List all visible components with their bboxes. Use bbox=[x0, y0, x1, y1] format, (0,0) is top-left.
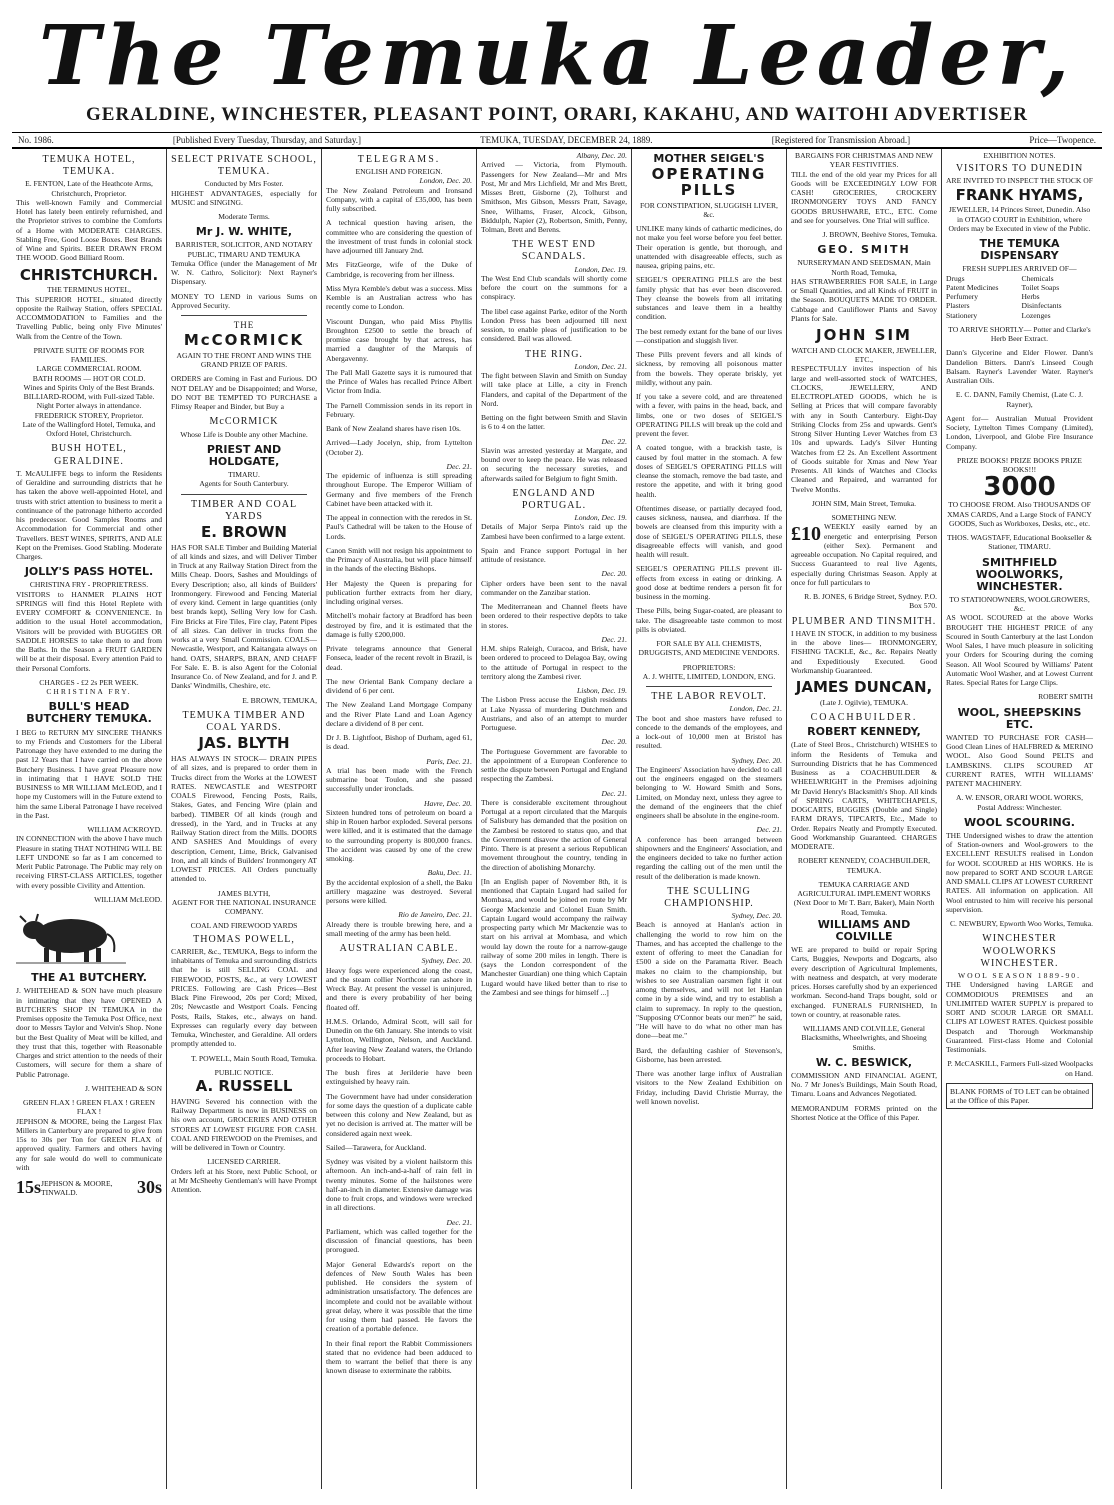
john-sim-title: JOHN SIM bbox=[816, 326, 912, 345]
news-paragraph: The bush fires at Jerilderie have been extinguished by heavy rain. bbox=[326, 1068, 472, 1087]
something-new-text: WEEKLY easily earned by an energetic and enterprising Person (either Sex). Permanent and agreeable occupation. No Capital required, and Success Guaranteed to real live Agents, especially during Christmas Season. Apply at once for full particulars to bbox=[791, 522, 937, 587]
wool-scouring-body: THE Undersigned wishes to draw the attention of Station-owners and Wool-growers to the EXCELLENT RESULTS realised in London for WOOL SCOURED at HIS WORKS. He is now prepared to SORT AND SCOUR LARGE AND SMALL CLIPS AT LOWEST CURRENT RATES. All information on application. All Wool entrusted to him will receive his personal supervision. bbox=[946, 830, 1093, 914]
dateline-entry: Baku, Dec. 11. bbox=[427, 868, 472, 878]
column-6 bbox=[787, 149, 942, 1489]
list-item: Patent Medicines bbox=[946, 282, 999, 292]
mccormick-whose: Whose Life is Double any other Machine. bbox=[180, 429, 308, 439]
jollys-pass-signature: CHRISTINA FRY. bbox=[46, 687, 132, 697]
blyth-title: JAS. BLYTH bbox=[198, 734, 290, 753]
seigel-proprietors-label: PROPRIETORS: bbox=[682, 662, 736, 672]
news-paragraph: Her Majesty the Queen is preparing for publication further extracts from her diary, including original verses. bbox=[326, 578, 472, 607]
seigel-paragraph: The best remedy extant for the bane of our lives—constipation and sluggish liver. bbox=[636, 326, 782, 345]
seigel-paragraph: If you take a severe cold, and are threatened with a fever, with pains in the head, back, and limbs, one or two doses of SEIGEL'S OPERATING PILLS will break up the cold and prevent the fever. bbox=[636, 392, 782, 439]
smithfield-signature: ROBERT SMITH bbox=[1038, 692, 1093, 702]
news-paragraph: The New Zealand Petroleum and Ironsand Company, with a capital of £35,000, has been fully subscribed. bbox=[326, 185, 472, 214]
russell-title: A. RUSSELL bbox=[195, 1077, 293, 1095]
powell-title: THOMAS POWELL, bbox=[193, 933, 295, 945]
carriage-works-head: TEMUKA CARRIAGE AND AGRICULTURAL IMPLEMENT WORKS (Next Door to Mr T. Barr, Baker), Main North Road, Temuka. bbox=[793, 879, 935, 917]
wool-sheepskins-signature: A. W. ENSOR, ORARI WOOL WORKS, Postal Address: Winchester. bbox=[955, 793, 1084, 812]
dispensary-agent: Agent for— Australian Mutual Provident Society, Lyttelton Times Company (Limited), London, Liverpool, and Globe Fire Insurance Company. bbox=[946, 413, 1093, 451]
robert-kennedy-signature: ROBERT KENNEDY, COACHBUILDER, TEMUKA. bbox=[797, 856, 931, 875]
columns bbox=[12, 149, 1102, 1489]
seigel-title: MOTHER SEIGEL'S bbox=[653, 152, 765, 165]
news-paragraph: [In an English paper of November 8th, it is mentioned that Captain Lugard had sailed for Mombasa, and would be joined en route by Mr George Mackenzie and Colonel Euan Smith. Captain Lugard would accompany the railway prospecting party which Mr Mackenzie was to start on his arrival at Mombasa, and which would lay down the route for a narrow-gauge railway of some 200 miles in length. There is (says the London correspondent of the Manchester Guardian) one thing which Captain Lugard would have liked better than to rise to the Zambesi and see things for himself ...] bbox=[481, 876, 627, 997]
news-paragraph: There is considerable excitement throughout Portugal at a report circulated that the Marquis of Salisbury has demanded that the position on the Zambesi be restored to status quo, and that the Government disavow the action of General Pinto. There is at present a serious Republican movement throughout the country, tending in the direction of abolishing Monarchy. bbox=[481, 797, 627, 872]
news-paragraph: The libel case against Parke, editor of the North London Press has been adjourned till next session, to enable pleas of justification to be considered. Bail was allowed. bbox=[481, 306, 627, 344]
dispensary-title: THE TEMUKA DISPENSARY bbox=[979, 237, 1060, 263]
telegrams-subtitle: ENGLISH AND FOREIGN. bbox=[355, 167, 443, 177]
seigel-paragraph: These Pills prevent fevers and all kinds of sickness, by removing all poisonous matter from the bowels. They operate briskly, yet mildly, without any pain. bbox=[636, 350, 782, 387]
blank-forms-notice: BLANK FORMS of TO LET can be obtained at the Office of this Paper. bbox=[946, 1083, 1093, 1110]
divider bbox=[646, 686, 772, 687]
news-paragraph: Heavy fogs were experienced along the coast, and the steam collier Northcote ran ashore in Wreck Bay. At present the vessel is uninjured, and there is every probability of her being floated off. bbox=[326, 965, 472, 1012]
price: Price—Twopence. bbox=[1029, 135, 1096, 145]
seigel-pills-title: OPERATING PILLS bbox=[651, 165, 767, 199]
seigel-paragraph: SEIGEL'S OPERATING PILLS prevent ill-effects from excess in eating or drinking. A good dose at bedtime renders a person fit for business in the morning. bbox=[636, 564, 782, 602]
dispensary-items bbox=[946, 274, 1093, 320]
news-paragraph: The Portuguese Government are favorable to the appointment of a European Conference to settle the dispute between Portugal and England respecting the Zambesi. bbox=[481, 746, 627, 784]
mccormick-title: McCORMICK bbox=[183, 331, 305, 350]
flax-high-price: 30s bbox=[136, 1177, 162, 1198]
exhibition-notes-title: EXHIBITION NOTES. bbox=[983, 151, 1056, 160]
dispensary-signature: E. C. DANN, Family Chemist, (Late C. J. Rayner), bbox=[955, 390, 1084, 409]
jollys-pass-owner: CHRISTINA FRY - PROPRIETRESS. bbox=[29, 580, 149, 590]
memorandum-forms: MEMORANDUM FORMS printed on the Shortest Notice at the Office of this Paper. bbox=[791, 1103, 937, 1122]
brown-body: HAS FOR SALE Timber and Building Material of all kinds and sizes, and will Deliver Timber in Truck at any Railway Station Direct from the Mills Cheap. Doors, Sashes and Mouldings of Every Description; also, all kinds of Builders' Ironmongery. Firewood and Fencing Material of every kind. Cement in large quantities (only best brands kept), Selling Very low for Cash. Fire Bricks at Fire Tiles, Fire clay, Patent Pipes of all sizes. Can deliver in trucks from the works at a very Small Commission. COALS—Newcastle, Westport, and Kaitangata always on hand. OATS, SHARPS, BRAN, AND CHAFF For Sale. E. B. is also Agent for the Colonial Insurance Co. of New Zealand, and for J. and P. Danks' Windmills, Cheshire, etc. bbox=[171, 542, 317, 691]
blyth-body: HAS ALWAYS IN STOCK— DRAIN PIPES of all sizes, and is prepared to order them in Trucks direct from the Works at the LOWEST RATES. NEWCASTLE and WESTPORT COALS Firewood, Fencing Posts, Rails, Stakes, Gates, and Fencing Wire (plain and barbed). TIMBER Of all kinds (rough and dressed), in the Yard, and in Trucks at any Railway Station direct from the Mills. DOORS AND SASHES And Mouldings of every description, Cement, Lime, Brick, Galvanised Iron, and all kinds of Builders' Ironmongery AT LOWEST PRICES. All Orders punctually attended to. bbox=[171, 754, 317, 884]
russell-body: HAVING Severed his connection with the Railway Department is now in BUSINESS on his own account, GROCERIES AND OTHER STORES AT LOWEST FIGURE FOR CASH. COAL AND FIREWOOD on the Premises, and will be delivered in Town or Country. bbox=[171, 1096, 317, 1152]
jollys-pass-title: JOLLY'S PASS HOTEL. bbox=[24, 565, 154, 579]
list-item: Disinfectants bbox=[1021, 301, 1062, 311]
sculling-title: THE SCULLING CHAMPIONSHIP. bbox=[664, 885, 754, 909]
green-flax-prices bbox=[16, 1177, 162, 1199]
james-duncan-sub: (Late J. Ogilvie), TEMUKA. bbox=[819, 697, 908, 707]
news-paragraph: Canon Smith will not resign his appointment to the Primacy of Australia, but will place himself in the hands of the electing Bishops. bbox=[326, 545, 472, 574]
news-paragraph: Beach is annoyed at Hanlan's action in challenging the world to row him on the Thames, and has accepted the challenge to the extent of offering to meet the Canadian for £500 a side on the Paramatta River. Beach makes no claim to the championship, but wishes to see Australian oarsmen fight it out among themselves, and will not let Hanlan come in by a side wind, and try to establish a claim to supremacy. In reply to the question, "Supposing O'Connor beats our men?" he said, "He will have to do what no other man has done—beat me." bbox=[636, 920, 782, 1041]
bargains-title: BARGAINS FOR CHRISTMAS AND NEW YEAR FESTIVITIES. bbox=[795, 151, 933, 170]
dateline-entry: Dec. 21. bbox=[601, 634, 627, 644]
divider bbox=[181, 494, 307, 495]
news-paragraph: There was another large influx of Australian visitors to the New Zealand Exhibition on Friday, including David Christie Murray, the well known novelist. bbox=[636, 1069, 782, 1106]
beswick-title: W. C. BESWICK, bbox=[815, 1055, 913, 1069]
robert-kennedy-title: ROBERT KENNEDY, bbox=[807, 725, 921, 739]
bulls-head-title: BULL'S HEAD BUTCHERY TEMUKA. bbox=[26, 700, 152, 726]
news-paragraph: The New Zealand Land Mortgage Company and the River Plate Land and Loan Agency declare a dividend of 8 per cent. bbox=[326, 700, 472, 728]
russell-carrier: LICENSED CARRIER. bbox=[207, 1157, 281, 1167]
list-item: Lozenges bbox=[1021, 310, 1051, 320]
australian-cable-title: AUSTRALIAN CABLE. bbox=[339, 943, 459, 955]
priest-holdgate-town: TIMARU. bbox=[228, 470, 260, 480]
something-new-title: SOMETHING NEW. bbox=[831, 513, 897, 523]
dispensary-sub: FRESH SUPPLIES ARRIVED OF— bbox=[962, 264, 1077, 274]
bulls-head-body-2: IN CONNECTION with the above I have much Pleasure in stating THAT NOTHING WILL BE LEFT UNDONE so far as I am concerned to Merit Public Patronage. The Public may rely on receiving FIRST-CLASS ARTICLES, together with every possible Civility and Attention. bbox=[16, 834, 162, 890]
williams-colville-title: WILLIAMS AND COLVILLE bbox=[817, 917, 911, 943]
white-solicitor-body: Temuka Office (under the Management of Mr W. N. Cathro, Solicitor): Next Rayner's Dispensary. bbox=[171, 258, 317, 287]
dispensary-body: Dann's Glycerine and Elder Flower. Dann's Dandelion Bitters. Dann's Linseed Cough Balsam. Rayner's Lavender Water. Rayner's Australian Oils. bbox=[946, 348, 1093, 386]
exhibition-visitors: VISITORS TO DUNEDIN bbox=[955, 163, 1084, 175]
column-5 bbox=[632, 149, 787, 1489]
dateline-entry: Paris, Dec. 21. bbox=[426, 756, 472, 766]
news-paragraph: Parliament, which was called together for the discussion of financial questions, has been prorogued. bbox=[326, 1226, 472, 1255]
terminus-line-5: BILLIARD-ROOM, with Full-sized Table. Night Porter always in attendance. bbox=[23, 392, 155, 411]
seigel-sale: FOR SALE BY ALL CHEMISTS, DRUGGISTS, AND MEDICINE VENDORS. bbox=[638, 639, 780, 658]
dateline-entry: London, Dec. 19. bbox=[574, 264, 627, 274]
seigel-paragraph: UNLIKE many kinds of cathartic medicines, do not make you feel worse before you feel better. Their operation is gentle, but thorough, and unattended with disagreeable effects, such as nausea, griping pains, etc. bbox=[636, 224, 782, 271]
prize-books-body: TO CHOOSE FROM. Also THOUSANDS OF XMAS CARDS, And a Large Stock of FANCY GOODS, Such as Workboxes, Desks, etc., etc. bbox=[947, 500, 1092, 528]
news-paragraph: The Government have had under consideration for some days the question of a duplicate cable between this colony and New Zealand, but as yet no decision is arrived at. The matter will be considered again next week. bbox=[326, 1091, 472, 1138]
news-paragraph: Slavin was arrested yesterday at Margate, and bound over to keep the peace. He was released on securing the necessary sureties, and afterwards sailed for Belgium to fight Smith. bbox=[481, 445, 627, 483]
news-paragraph: The Parnell Commission sends in its report in February. bbox=[326, 400, 472, 419]
green-flax-title: GREEN FLAX ! GREEN FLAX ! GREEN FLAX ! bbox=[22, 1098, 156, 1117]
dateline-entry: Dec. 21. bbox=[446, 1217, 472, 1227]
news-paragraph: Details of Major Serpa Pinto's raid up the Zambesi have been confirmed to a large extent. bbox=[481, 522, 627, 541]
masthead-title: The Temuka Leader, bbox=[38, 8, 1076, 104]
news-paragraph: Spain and France support Portugal in her attitude of resistance. bbox=[481, 545, 627, 565]
white-solicitor-money: MONEY TO LEND in various Sums on Approved Security. bbox=[171, 291, 317, 310]
dateline-entry: Rio de Janeiro, Dec. 21. bbox=[398, 910, 472, 920]
news-paragraph: A technical question having arisen, the committee who are considering the question of the investment of trust funds in colonial stock have adjourned till January 2nd. bbox=[326, 218, 472, 256]
seigel-proprietors: A. J. WHITE, LIMITED, LONDON, ENG. bbox=[642, 671, 776, 681]
news-paragraph: H.M.S. Orlando, Admiral Scott, will sail for Dunedin on the 6th January. She intends to visit Lyttelton, Wellington, Nelson, and Auckland. After leaving New Zealand waters, the Orlando proceeds to Hobart. bbox=[326, 1016, 472, 1063]
mccormick-subtitle: AGAIN TO THE FRONT AND WINS THE GRAND PRIZE OF PARIS. bbox=[176, 350, 312, 370]
school-conductor: Conducted by Mrs Foster. bbox=[204, 179, 284, 189]
frank-hyams-body: JEWELLER, 14 Princes Street, Dunedin. Also in OTAGO COURT in Exhibition, where Orders may be Executed in view of the Public. bbox=[948, 205, 1091, 233]
issue-number: No. 1986. bbox=[18, 135, 54, 145]
terminus-owner: FREDERICK STOREY, Proprietor. bbox=[34, 410, 144, 420]
news-paragraph: Sailed—Tarawera, for Auckland. bbox=[326, 1142, 427, 1152]
wool-scouring-signature: C. NEWBURY, Epworth Woo Works, Temuka. bbox=[949, 919, 1093, 929]
seigel-paragraph: These Pills, being Sugar-coated, are pleasant to take. The disagreeable taste common to most pills is obviated. bbox=[636, 606, 782, 634]
list-item: Plasters bbox=[946, 301, 970, 311]
seigel-for: FOR CONSTIPATION, SLUGGISH LIVER, &c. bbox=[640, 200, 778, 219]
dateline-entry: Dec. 20. bbox=[601, 737, 627, 747]
priest-holdgate-title: PRIEST AND HOLDGATE, bbox=[206, 442, 282, 468]
terminus-line-3: BATH ROOMS — HOT OR COLD. bbox=[32, 373, 146, 383]
prize-books-title: PRIZE BOOKS! PRIZE BOOKS PRIZE BOOKS!!! bbox=[957, 455, 1082, 475]
england-portugal-title: ENGLAND AND PORTUGAL. bbox=[512, 487, 596, 511]
dateline-entry: London, Dec. 21. bbox=[729, 704, 782, 714]
mccormick-the: THE bbox=[233, 320, 255, 331]
williams-colville-body: WE are prepared to build or repair Spring Carts, Buggies, Newports and Dogcarts, also every description of Agricultural Implements, with neatness and despatch, at very moderate prices. Horses carefully shod by an experienced workman. Second-hand Traps bought, sold or exchanged. FUNERALS FURNISHED, In town or country, at reasonable rates. bbox=[791, 945, 937, 1019]
dateline-entry: Dec. 21. bbox=[601, 788, 627, 798]
plumber-body: I HAVE IN STOCK, in addition to my business in the above lines— IRONMONGERY, FISHING TACKLE, &c., &c. Repairs Neatly and Expeditiously Executed. Good Workmanship Guaranteed. bbox=[791, 628, 937, 675]
geo-smith-sub: NURSERYMAN AND SEEDSMAN, Main North Road, Temuka, bbox=[797, 258, 931, 277]
smithfield-body: AS WOOL SCOURED at the above Works BROUGHT THE HIGHEST PRICE of any Scoured in South Canterbury at the last London Wool Sales, I have much pleasure in soliciting your Orders for Scouring during the coming Season. All Wool Scoured by Williams' Patent Automatic Wool Washer, and at Lowest Current Rates. Special Rates for Large Clips. bbox=[946, 613, 1093, 688]
temuka-hotel-title: TEMUKA HOTEL, TEMUKA. bbox=[42, 154, 136, 178]
mccormick-body: ORDERS are Coming in Fast and Furious. DO NOT DELAY and be Disappointed; and Worse, DO NOT BE TEMPTED TO PURCHASE a Flimsy Reaper and Binder, but Buy a bbox=[171, 374, 317, 412]
news-paragraph: The Engineers' Association have decided to call out the engineers engaged on the steamers belonging to W. Howard Smith and Sons, Limited, on Monday next, unless they agree to the demand of the engineers that the chief engineers shall be absolute in the engine-room. bbox=[636, 764, 782, 821]
dateline-entry: Sydney, Dec. 20. bbox=[421, 956, 472, 966]
dateline-entry: London, Dec. 20. bbox=[419, 176, 472, 186]
russell-orders: Orders left at his Store, next Public School, or at Mr McSheehy Gentleman's will have Prompt Attention. bbox=[171, 1166, 317, 1194]
seigel-paragraph: SEIGEL'S OPERATING PILLS are the best family physic that has ever been discovered. They cleanse the bowels from all irritating substances and leave them in a healthy condition. bbox=[636, 275, 782, 322]
news-paragraph: Viscount Dungan, who paid Miss Phyllis Broughton £2500 to settle the breach of promise case brought by that actress, has married a daughter of the Marquis of Abergavenny. bbox=[326, 316, 472, 363]
dateline-entry: Albany, Dec. 20. bbox=[576, 151, 627, 160]
john-sim-signature: JOHN SIM, Main Street, Temuka. bbox=[811, 498, 917, 508]
bush-hotel-title: BUSH HOTEL, GERALDINE. bbox=[51, 443, 127, 467]
divider bbox=[181, 315, 307, 316]
west-end-title: THE WEST END SCANDALS. bbox=[512, 239, 596, 263]
terminus-line-2: LARGE COMMERCIAL ROOM. bbox=[36, 364, 142, 374]
column-1 bbox=[12, 149, 167, 1489]
dispensary-arrive: TO ARRIVE SHORTLY— Potter and Clarke's Herb Beer Extract. bbox=[948, 324, 1091, 344]
blyth-yards-head: TEMUKA TIMBER AND COAL YARDS. bbox=[182, 709, 306, 734]
dateline-entry: London, Dec. 21. bbox=[574, 361, 627, 371]
column-7 bbox=[942, 149, 1097, 1489]
news-paragraph: The Lisbon Press accuse the English residents at Lake Nyassa of murdering Dutchmen and Austrians, and also of an attempt to murder Portuguese. bbox=[481, 695, 627, 733]
column-3 bbox=[322, 149, 477, 1489]
a1-butchery-signature: J. WHITEHEAD & SON bbox=[84, 1083, 162, 1093]
news-paragraph: By the accidental explosion of a shell, the Baku artillery magazine was destroyed. Several persons were killed. bbox=[326, 877, 472, 906]
seigel-paragraph: A coated tongue, with a brackish taste, is caused by foul matter in the stomach. A few doses of SEIGEL'S OPERATING PILLS will cleanse the stomach, remove the bad taste, and restore the appetite, and with it bring good health. bbox=[636, 443, 782, 499]
news-paragraph: Bard, the defaulting cashier of Stevenson's, Gisborne, has been arrested. bbox=[636, 1045, 782, 1064]
a1-butchery-title: THE A1 BUTCHERY. bbox=[31, 971, 147, 985]
wool-scouring-title: WOOL SCOURING. bbox=[964, 815, 1075, 829]
wool-season: WOOL SEASON 1889-90. bbox=[957, 971, 1082, 980]
ring-title: THE RING. bbox=[525, 348, 583, 360]
news-paragraph: The fight between Slavin and Smith on Sunday will take place at Lille, a city in French Flanders, and capital of the Department of the Nord. bbox=[481, 371, 627, 408]
masthead-subtitle: GERALDINE, WINCHESTER, PLEASANT POINT, ORARI, KAKAHU, AND WAITOHI ADVERTISER bbox=[86, 104, 1028, 125]
white-solicitor-sub: BARRISTER, SOLICITOR, AND NOTARY PUBLIC, TIMARU AND TEMUKA bbox=[175, 240, 313, 259]
masthead bbox=[12, 10, 1102, 102]
green-flax-signature: JEPHSON & MOORE, TINWALD. bbox=[41, 1178, 113, 1198]
john-sim-body: RESPECTFULLY invites inspection of his large and well-assorted stock of WATCHES, CLOCKS, JEWELLERY, AND ELECTROPLATED GOODS, which he is Selling at Prices that will compare favorably with any in South Canterbury. Eight-Day Striking Clocks from 25s and upwards. Gent's Strong Silver Hunting Lever Watches from £3 10s and upwards. Lady's Silver Hunting Watches from £2 2s. An Excellent Assortment of Goods suitable for Xmas and New Year Presents. All kinds of Watches and Clocks Cleaned and Repaired, and warranted for Twelve Months. bbox=[791, 364, 937, 494]
list-item: Chemicals bbox=[1021, 273, 1054, 283]
news-paragraph: In their final report the Rabbit Commissioners stated that no evidence had been adduced to them to warrant the belief that there is any known disease to exterminate the rabbits. bbox=[326, 1338, 472, 1376]
priest-holdgate-body: Agents for South Canterbury. bbox=[199, 479, 289, 489]
christchurch-title: CHRISTCHURCH. bbox=[19, 265, 159, 284]
news-paragraph: Sydney was visited by a violent hailstorm this afternoon. An inch-and-a-half of rain fell in twenty minutes. Some of the hailstones were half-an-inch in diameter. Extensive damage was done to fruit crops, and windows were wrecked in all directions. bbox=[326, 1157, 472, 1213]
seigel-paragraph: Oftentimes disease, or partially decayed food, causes sickness, nausea, and diarrhœa. If the bowels are cleansed from this impurity with a dose of SEIGEL'S OPERATING PILLS, these disagreeable effects will vanish, and good health will result. bbox=[636, 503, 782, 560]
bull-illustration-icon bbox=[16, 908, 126, 964]
registration-note: [Registered for Transmission Abroad.] bbox=[771, 135, 911, 145]
dateline-entry: Sydney, Dec. 20. bbox=[731, 911, 782, 921]
dateline bbox=[12, 132, 1102, 149]
bush-hotel-body: T. McAULIFFE begs to inform the Residents of Geraldine and surrounding districts that he has taken the above well-appointed Hotel, and trusts with strict attention to business to merit a continuance of the patronage hitherto accorded his predecessor. Good Samples Rooms and Accommodation for Commercial and other Travellers. BEST WINES, SPIRITS, AND ALE Kept on the Premises. Good Stabling. Moderate Charges. bbox=[16, 468, 162, 561]
labor-revolt-title: THE LABOR REVOLT. bbox=[651, 691, 767, 703]
bulls-head-signature: WILLIAM ACKROYD. bbox=[87, 825, 162, 835]
temuka-hotel-owner: E. FENTON, Late of the Heathcote Arms, Christchurch, Proprietor. bbox=[25, 179, 153, 198]
beswick-body: COMMISSION AND FINANCIAL AGENT, No. 7 Mr Jones's Buildings, Main South Road, Timaru. Loans and Advances Negotiated. bbox=[791, 1070, 937, 1099]
dateline-entry: Havre, Dec. 20. bbox=[423, 798, 472, 808]
blyth-signature: JAMES BLYTH, bbox=[217, 888, 271, 898]
news-paragraph: The Pall Mall Gazette says it is rumoured that the Prince of Wales has recalled Prince Albert Victor from India. bbox=[326, 367, 472, 396]
terminus-line-1: PRIVATE SUITE OF ROOMS FOR FAMILIES. bbox=[33, 345, 145, 365]
williams-colville-signature: WILLIAMS AND COLVILLE, General Blacksmiths, Wheelwrights, and Shoeing Smiths. bbox=[801, 1024, 927, 1052]
school-title: SELECT PRIVATE SCHOOL, TEMUKA. bbox=[171, 154, 317, 178]
wool-sheepskins-body: WANTED TO PURCHASE FOR CASH—Good Clean Lines of HALFBRED & MERINO WOOL. Also Good Sound PELTS and LAMBSKINS. CLIPS SCOURED AT CURRENT RATES, WITH WILLIAMS' PATENT MACHINERY. bbox=[946, 732, 1093, 789]
something-new-amount: £10 bbox=[791, 523, 821, 546]
blyth-agent: AGENT FOR THE NATIONAL INSURANCE COMPANY. bbox=[171, 897, 317, 917]
telegrams-title: TELEGRAMS. bbox=[357, 154, 441, 165]
news-paragraph: Arrived — Victoria, from Plymouth. Passengers for New Zealand—Mr and Mrs Post, Mr and Mrs Lichfield, Mr and Mrs Brett, Misses Brett, Gisborne (2), Tolhurst and Smithson, Mrs Gibson, Messrs Pratt, Savage, Snee, Wilhams, Fraser, Alcock, Gibson, Biddulph, Napier (2), Robertson, Smith, Penny, Tolman, Brett and Berens. bbox=[481, 160, 627, 234]
news-paragraph: Mitchell's mohair factory at Bradford has been destroyed by fire, and it is estimated that the damage is fully £200,000. bbox=[326, 611, 472, 639]
bargains-body: TILL the end of the old year my Prices for all Goods will be EXCEEDINGLY LOW FOR CASH! GROCERIES, CROCKERY IRONMONGERY TOYS AND FANCY GOODS BRUSHWARE, ETC., ETC. Come and see for yourselves. One Trial will suffice. bbox=[791, 169, 937, 225]
terminus-hotel-body: This SUPERIOR HOTEL, situated directly opposite the Railway Station, offers SPECIAL ACCOMMODATION to Families and the Travelling Public, being only Five Minutes' Walk from the Centre of the Town. bbox=[16, 294, 162, 341]
smithfield-title: SMITHFIELD WOOLWORKS, WINCHESTER. bbox=[975, 555, 1064, 593]
brown-title: E. BROWN bbox=[200, 522, 287, 541]
mccormick-buy: McCORMICK bbox=[209, 416, 279, 428]
publication-schedule: [Published Every Tuesday, Thursday, and Saturday.] bbox=[172, 135, 361, 145]
temuka-hotel-body: This well-known Family and Commercial Hotel has lately been entirely refurnished, and the Proprietor strives to combine the Comforts of a Home with MODERATE CHARGES. Stabling Free, Good Loose Boxes. Best Brands of Wine and Spirits. BEER DRAWN FROM THE WOOD. Good Billiard Room. bbox=[16, 197, 162, 263]
terminus-hotel-title: THE TERMINUS HOTEL, bbox=[46, 285, 132, 295]
terminus-owner-late: Late of the Wallingford Hotel, Temuka, and Oxford Hotel, Christchurch. bbox=[22, 419, 156, 439]
news-paragraph: The new Oriental Bank Company declare a dividend of 6 per cent. bbox=[326, 676, 472, 696]
something-new-signature: R. B. JONES, 6 Bridge Street, Sydney. P.O. Box 570. bbox=[804, 592, 937, 611]
powell-body: CARRIER, &c., TEMUKA, Begs to inform the inhabitants of Temuka and surrounding districts that he is still SELLING COAL and FIREWOOD, POSTS, &c., at very LOWEST PRICES. Following are Cash Prices—Best Black Pine Firewood, 20s per Cord; Mixed, 20s; Newcastle and Westport Coals. Fencing Posts, Rails, Stakes, etc., always on hand. Expresses can regularly every day between Temuka, Winchester, and Geraldine. All orders promptly attended to. bbox=[171, 946, 317, 1049]
john-sim-sub: WATCH AND CLOCK MAKER, JEWELLER, ETC., bbox=[791, 345, 937, 365]
exhibition-invite: ARE INVITED TO INSPECT THE STOCK OF bbox=[946, 176, 1093, 186]
news-paragraph: Miss Myra Kemble's debut was a success. Miss Kemble is an Australian actress who has recently come to London. bbox=[326, 283, 472, 312]
news-paragraph: H.M. ships Raleigh, Curacoa, and Brisk, have been ordered to proceed to Delagoa Bay, owing to the attitude of Portugal in respect to the territory along the Zambesi river. bbox=[481, 644, 627, 681]
geo-smith-body: HAS STRAWBERRIES FOR SALE, in Large or Small Quantities, and all Kinds of FRUIT in the Season. BOUQUETS MADE TO ORDER. Cabbage and Cauliflower Plants and Savoy Plants for Sale. bbox=[791, 276, 937, 323]
news-paragraph: A trial has been made with the French submarine boat Toulon, and she passed successfully under ironclads. bbox=[326, 765, 472, 794]
flax-low-price: 15s bbox=[16, 1177, 42, 1198]
prize-books-count: 3000 bbox=[983, 472, 1056, 503]
list-item: Toilet Soaps bbox=[1021, 282, 1060, 292]
news-paragraph: The West End Club scandals will shortly come before the court on the summons for a conspiracy. bbox=[481, 273, 627, 302]
coachbuilder-title: COACHBUILDER. bbox=[810, 712, 918, 724]
column-2 bbox=[167, 149, 322, 1489]
smithfield-sub: TO STATIONOWNERS, WOOLGROWERS, &c. bbox=[949, 594, 1090, 614]
green-flax-body: JEPHSON & MOORE, being the Largest Flax Millers in Canterbury are prepared to give from 15s to 30s per Ton for GREEN FLAX of approved quality. Farmers and others having any for sale would do well to communicate with bbox=[16, 1116, 162, 1172]
list-item: Herbs bbox=[1021, 292, 1040, 302]
jollys-pass-body: VISITORS to HANMER PLAINS HOT SPRINGS will find this Hotel Replete with EVERY COMFORT & CONVENIENCE. In addition to the usual Hotel accommodation, Visitors will be provided with BUGGIES OR SADDLE HORSES to take them to and from the Baths. In the Season a FRUIT GARDEN will be at their disposal. Every attention Paid to their Personal Comforts. bbox=[16, 589, 162, 673]
list-item: Drugs bbox=[946, 273, 965, 283]
dateline-entry: Dec. 20. bbox=[601, 569, 627, 579]
white-solicitor-title: Mr J. W. WHITE, bbox=[195, 225, 293, 239]
brown-yards-head: TIMBER AND COAL YARDS bbox=[190, 498, 298, 522]
dateline-entry: Lisbon, Dec. 19. bbox=[577, 686, 627, 696]
column-4 bbox=[477, 149, 632, 1489]
dateline-entry: Dec. 21. bbox=[446, 461, 472, 471]
robert-kennedy-body: (Late of Steel Bros., Christchurch) WISHES to inform the Residents of Temuka and Surrounding Districts that he has Commenced Business as a COACHBUILDER & WHEELWRIGHT in the Premises adjoining Mr David Henry's Blacksmith's Shop. All kinds of SPRING CARTS, WHITECHAPELS, DOGCARTS, BUGGIES (Double and Single) FARM DRAYS, TIPCARTS, Etc., Made to Order. Repairs Neatly and Promptly Executed. Good Workmanship Guaranteed. CHARGES MODERATE. bbox=[791, 740, 937, 852]
list-item: Stationery bbox=[946, 310, 978, 320]
powell-signature: T. POWELL, Main South Road, Temuka. bbox=[191, 1053, 317, 1063]
list-item: Perfumery bbox=[946, 292, 979, 302]
winchester-woolworks-body: THE Undersigned having LARGE and COMMODIOUS PREMISES and an UNLIMITED WATER SUPPLY is prepared to SORT AND SCOUR LARGE OR SMALL CLIPS AT LOWEST RATES. Quickest possible Despatch and Thorough Workmanship Guaranteed. First-class Home and Colonial Testimonials. bbox=[946, 980, 1093, 1054]
dateline-entry: Sydney, Dec. 20. bbox=[731, 755, 782, 765]
news-paragraph: Arrived—Lady Jocelyn, ship, from Lyttelton (October 2). bbox=[326, 438, 472, 457]
plumber-title: PLUMBER AND TINSMITH. bbox=[791, 615, 937, 627]
a1-butchery-body: J. WHITEHEAD & SON have much pleasure in intimating that they have OPENED A BUTCHER'S SHOP IN TEMUKA in the Premises opposite the Temuka Post Office, next door to Messrs Taylor and Velvin's Shop. None but the Best Quality of Meat will be killed, and they trust that this, together with Reasonable Charges and strict attention to the needs of their Customers, will secure for them a share of Public Patronage. bbox=[16, 986, 162, 1079]
news-paragraph: Betting on the fight between Smith and Slavin is 6 to 4 on the latter. bbox=[481, 413, 627, 432]
news-paragraph: The Mediterranean and Channel fleets have been ordered to their respective depôts to take in stores. bbox=[481, 602, 627, 630]
dateline-entry: Dec. 21. bbox=[756, 825, 782, 835]
bulls-head-body: I BEG to RETURN MY SINCERE THANKS to my Friends and Customers for the Liberal Patronage they have extended to me during the past 12 Years that I have carried on the above Butchery Business. I have great Pleasure now in intimating that I HAVE SOLD THE BUSINESS to MR WILLIAM McLEOD, and I hope my Customers will in the Future extend to him the same Liberal Patronage I have received in the Past. bbox=[16, 727, 162, 820]
prize-books-signature: THOS. WAGSTAFF, Educational Bookseller & Stationer, TIMARU. bbox=[946, 533, 1093, 552]
winchester-woolworks-signature: P. McCASKILL, Farmers Full-sized Woolpacks on Hand. bbox=[947, 1059, 1093, 1078]
jollys-pass-charges: CHARGES - £2 2s PER WEEK. bbox=[39, 677, 139, 687]
news-paragraph: Cipher orders have been sent to the naval commander on the Zanzibar station. bbox=[481, 578, 627, 597]
news-paragraph: Mrs FitzGeorge, wife of the Duke of Cambridge, is recovering from her illness. bbox=[326, 260, 472, 279]
bargains-signature: J. BROWN, Beehive Stores, Temuka. bbox=[822, 230, 937, 239]
terminus-line-4: Wines and Spirits Only of the Best Brands. bbox=[23, 382, 155, 392]
news-paragraph: Dr J. B. Lightfoot, Bishop of Durham, aged 61, is dead. bbox=[326, 733, 472, 752]
news-paragraph: Private telegrams announce that General Fonseca, leader of the recent revolt in Brazil, is dead. bbox=[326, 644, 472, 672]
bulls-head-signature-2: WILLIAM McLEOD. bbox=[94, 894, 162, 904]
powell-head: COAL AND FIREWOOD YARDS bbox=[190, 921, 298, 931]
wool-sheepskins-title: WOOL, SHEEPSKINS ETC. bbox=[957, 705, 1082, 731]
news-paragraph: A conference has been arranged between shipowners and the Engineers' Association, and the engineers decided to take no further action regarding the calling out of the men until the result of the deliberation is made known. bbox=[636, 834, 782, 881]
news-paragraph: Major General Edwards's report on the defences of New South Wales has been published. He considers the system of administration unsatisfactory. The defences are incomplete and could not be available without great delay, where it was possible that the time for using them had passed. He favors the creation of a portable defence. bbox=[326, 1259, 472, 1334]
something-new-body bbox=[791, 522, 937, 587]
dateline-entry: London, Dec. 19. bbox=[574, 513, 627, 523]
news-paragraph: The appeal in connection with the reredos in St. Paul's Cathedral will be taken to the House of Lords. bbox=[326, 513, 472, 541]
james-duncan-title: JAMES DUNCAN, bbox=[795, 678, 933, 697]
issue-date: TEMUKA, TUESDAY, DECEMBER 24, 1889. bbox=[480, 135, 653, 145]
news-paragraph: Sixteen hundred tons of petroleum on board a ship in Rouen harbor exploded. Several persons were killed, and it is estimated that the damage to the surrounding property is 800,000 francs. The accident was caused by one of the crew smoking. bbox=[326, 807, 472, 864]
brown-signature: E. BROWN, TEMUKA, bbox=[242, 695, 317, 705]
news-paragraph: Bank of New Zealand shares have risen 10s. bbox=[326, 424, 461, 434]
geo-smith-title: GEO. SMITH bbox=[817, 243, 911, 257]
school-terms: Moderate Terms. bbox=[218, 212, 270, 222]
winchester-woolworks-title: WINCHESTER WOOLWORKS WINCHESTER. bbox=[980, 933, 1059, 969]
dateline-entry: Dec. 22. bbox=[601, 436, 627, 446]
school-body: HIGHEST ADVANTAGES, especially for MUSIC and SINGING. bbox=[171, 188, 317, 207]
news-paragraph: The boot and shoe masters have refused to concede to the demands of the employees, and a lock-out of 10,000 men at Bristol has resulted. bbox=[636, 713, 782, 751]
frank-hyams-title: FRANK HYAMS, bbox=[955, 185, 1084, 204]
news-paragraph: The epidemic of influenza is still spreading throughout Europe. The Emperor William of Germany and five members of the French Cabinet have been attacked with it. bbox=[326, 471, 472, 508]
news-paragraph: Already there is trouble brewing here, and a small meeting of the army has been held. bbox=[326, 919, 472, 938]
public-notice-title: PUBLIC NOTICE. bbox=[214, 1067, 274, 1077]
